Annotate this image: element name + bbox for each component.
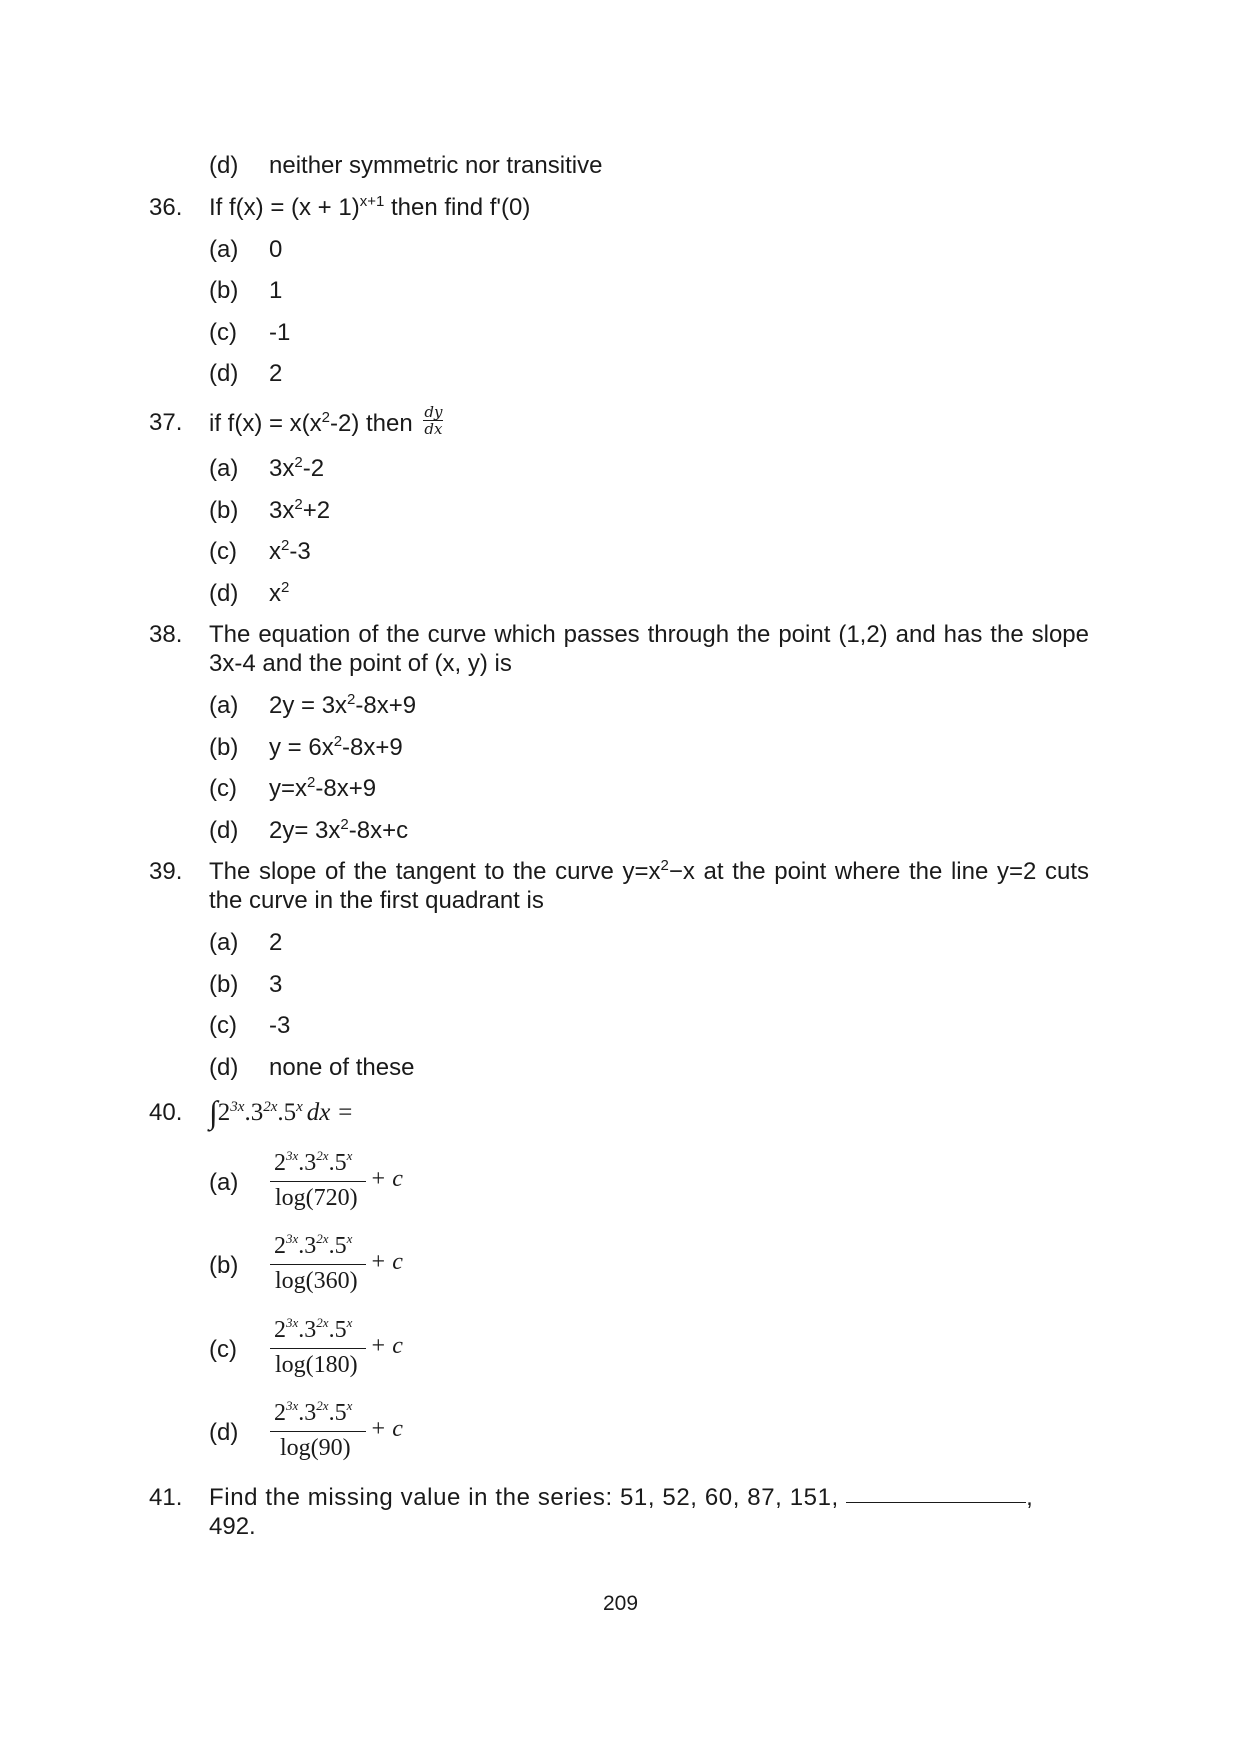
fraction-bar — [270, 1181, 366, 1182]
option-text: -3 — [269, 1012, 291, 1039]
question-number: 40. — [149, 1099, 183, 1126]
option-label: (b) — [209, 277, 239, 304]
option-text: $x^2-3$ — [269, 537, 311, 565]
fraction-bar — [270, 1264, 366, 1265]
question-number: 41. — [149, 1484, 183, 1511]
option-label: (a) — [209, 236, 239, 263]
option-label: (d) — [209, 152, 239, 179]
option-label: (a) — [209, 929, 239, 956]
option-label: (a) — [209, 692, 239, 719]
fraction-bar — [270, 1431, 366, 1432]
fraction-bar — [270, 1348, 366, 1349]
option-text: $y = 6x^2-8x+9$ — [269, 733, 403, 761]
option-label: (a) — [209, 455, 239, 482]
option-label: (d) — [209, 1419, 239, 1446]
option-label: (d) — [209, 1054, 239, 1081]
question-number: 38. — [149, 621, 183, 648]
page-number: 209 — [602, 1592, 639, 1615]
option-text: $3x^2+2$ — [269, 496, 331, 524]
option-text: -1 — [269, 319, 291, 346]
option-label: (b) — [209, 497, 239, 524]
question-text: The slope of the tangent to the curve $y=x^2-x$ at the point where the line y=2 cuts the curve in the first quadrant is — [209, 857, 1090, 914]
option-text: $3x^2-2$ — [269, 454, 325, 482]
option-label: (c) — [209, 775, 237, 802]
question-text: if $f(x) = x(x^2-2)$ then $\frac{dy}{dx}$ — [209, 403, 443, 438]
option-label: (c) — [209, 1336, 237, 1363]
option-text: 1 — [269, 277, 283, 304]
option-label: (d) — [209, 580, 239, 607]
option-text: 2 — [269, 929, 283, 956]
option-label: (b) — [209, 734, 239, 761]
option-text: 0 — [269, 236, 283, 263]
option-label: (b) — [209, 1252, 239, 1279]
derivative-fraction: $\frac{dy}{dx}$ — [424, 403, 443, 438]
option-label: (d) — [209, 360, 239, 387]
option-label: (c) — [209, 319, 237, 346]
question-number: 37. — [149, 409, 183, 436]
option-text: 2 — [269, 360, 283, 387]
question-number: 39. — [149, 858, 183, 885]
question-text: The equation of the curve which passes through the point (1,2) and has the slope 3x-4 and the point of (x, y) is — [209, 621, 1089, 677]
question-text: If $f(x) = (x + 1)^{x+1}$ then find f'(0) — [209, 193, 531, 221]
option-text: $x^2$ — [269, 579, 290, 607]
option-text: $y=x^2-8x+9$ — [269, 774, 377, 802]
option-text: none of these — [269, 1054, 415, 1081]
option-label: (b) — [209, 971, 239, 998]
option-text: 3 — [269, 971, 283, 998]
question-text-continued: 492. — [209, 1513, 256, 1540]
option-text: $2y = 3x^2-8x+9$ — [269, 691, 417, 719]
option-text: neither symmetric nor transitive — [269, 152, 603, 179]
option-text: $2y= 3x^2-8x+c$ — [269, 816, 409, 844]
option-label: (d) — [209, 817, 239, 844]
answer-blank — [846, 1502, 1026, 1503]
option-label: (a) — [209, 1169, 239, 1196]
integral-expression: $\int 2^{3x}.3^{2x}.5^x$ dx = — [209, 1094, 354, 1130]
question-text: Find the missing value in the series: 51, 52, 60, 87, 151, , — [209, 1484, 1034, 1511]
question-number: 36. — [149, 194, 183, 221]
option-label: (c) — [209, 1012, 237, 1039]
option-label: (c) — [209, 538, 237, 565]
